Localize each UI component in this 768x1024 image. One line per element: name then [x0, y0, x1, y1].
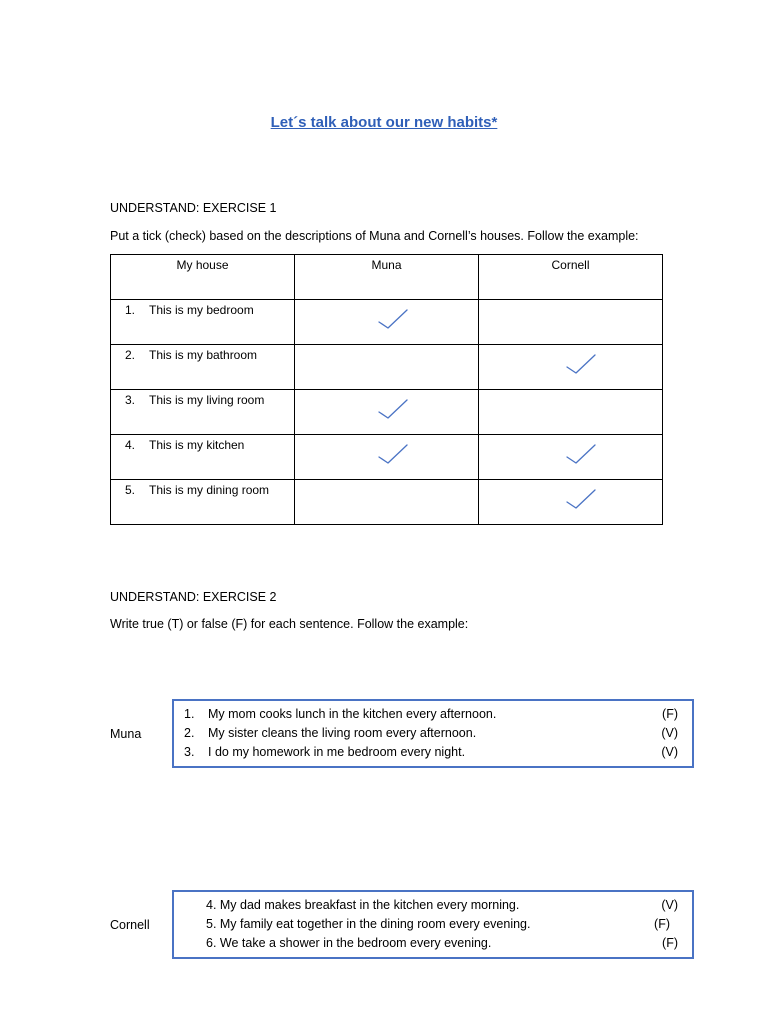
sentence-answer: (F) [654, 917, 670, 931]
table-row [111, 300, 663, 345]
cornell-check-cell [479, 435, 663, 480]
muna-check-cell [295, 300, 479, 345]
exercise-1-instruction: Put a tick (check) based on the descriptions of Muna and Cornell’s houses. Follow the example: [110, 229, 639, 243]
checkmark-icon [377, 308, 409, 332]
cornell-check-cell [479, 300, 663, 345]
cornell-check-cell [479, 390, 663, 435]
column-header-my-house: My house [111, 255, 295, 300]
row-number: 2. [125, 348, 136, 362]
sentence-number: 3. [184, 745, 195, 759]
sentence-row [206, 915, 678, 934]
muna-check-cell [295, 345, 479, 390]
muna-sentence-box [172, 699, 694, 768]
row-number: 1. [125, 303, 136, 317]
sentence-row [184, 724, 678, 743]
sentence-row [206, 896, 678, 915]
room-label: This is my kitchen [149, 438, 245, 452]
checkmark-icon [565, 488, 597, 512]
exercise-2-instruction: Write true (T) or false (F) for each sentence. Follow the example: [110, 617, 469, 631]
sentence-number: 2. [184, 726, 195, 740]
muna-check-cell [295, 390, 479, 435]
room-cell [111, 300, 295, 345]
cornell-check-cell [479, 480, 663, 525]
sentence-number: 1. [184, 707, 195, 721]
table-row [111, 435, 663, 480]
sentence-text: My sister cleans the living room every afternoon. [208, 726, 477, 740]
muna-check-cell [295, 435, 479, 480]
page-title: Let´s talk about our new habits* [270, 114, 498, 131]
sentence-row [206, 934, 678, 953]
cornell-label: Cornell [110, 918, 150, 932]
room-label: This is my bedroom [149, 303, 254, 317]
sentence-text: 5. My family eat together in the dining room every evening. [206, 917, 531, 931]
muna-label: Muna [110, 727, 142, 741]
room-label: This is my dining room [149, 483, 270, 497]
room-cell [111, 345, 295, 390]
row-number: 4. [125, 438, 136, 452]
room-label: This is my living room [149, 393, 265, 407]
sentence-row [184, 743, 678, 762]
sentence-text: My mom cooks lunch in the kitchen every afternoon. [208, 707, 497, 721]
row-number: 5. [125, 483, 136, 497]
table-row [111, 390, 663, 435]
room-cell [111, 435, 295, 480]
checkmark-icon [377, 398, 409, 422]
cornell-sentence-box [172, 890, 694, 959]
sentence-answer: (F) [662, 936, 678, 950]
sentence-answer: (V) [661, 726, 678, 740]
row-number: 3. [125, 393, 136, 407]
sentence-answer: (V) [661, 745, 678, 759]
sentence-text: 4. My dad makes breakfast in the kitchen every morning. [206, 898, 520, 912]
sentence-answer: (F) [662, 707, 678, 721]
cornell-check-cell [479, 345, 663, 390]
room-cell [111, 480, 295, 525]
sentence-text: 6. We take a shower in the bedroom every evening. [206, 936, 492, 950]
checkmark-icon [565, 353, 597, 377]
sentence-row [184, 705, 678, 724]
table-row [111, 480, 663, 525]
muna-check-cell [295, 480, 479, 525]
table-header-row [111, 255, 663, 300]
sentence-answer: (V) [661, 898, 678, 912]
exercise-1-heading: UNDERSTAND: EXERCISE 1 [110, 201, 277, 215]
room-label: This is my bathroom [149, 348, 258, 362]
checkmark-icon [377, 443, 409, 467]
table-row [111, 345, 663, 390]
house-checklist-table [110, 254, 663, 525]
exercise-2-heading: UNDERSTAND: EXERCISE 2 [110, 590, 277, 604]
column-header-cornell: Cornell [479, 255, 663, 300]
checkmark-icon [565, 443, 597, 467]
sentence-text: I do my homework in me bedroom every night. [208, 745, 466, 759]
column-header-muna: Muna [295, 255, 479, 300]
room-cell [111, 390, 295, 435]
